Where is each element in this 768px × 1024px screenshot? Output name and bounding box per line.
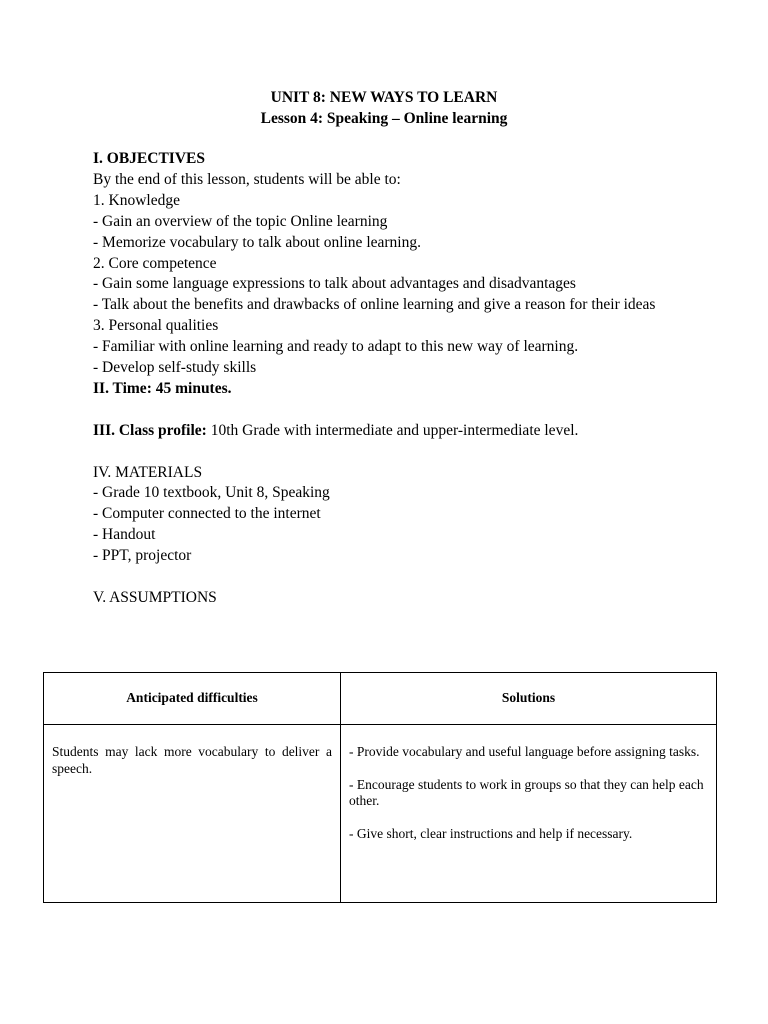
difficulty-cell: Students may lack more vocabulary to deliver a speech.	[44, 725, 341, 903]
spacer	[93, 442, 683, 463]
table-header-row	[44, 673, 717, 725]
solution-item: - Give short, clear instructions and help if necessary.	[349, 825, 633, 841]
personal-qualities-heading: 3. Personal qualities	[93, 317, 219, 335]
solutions-cell	[341, 725, 717, 903]
materials-item: - PPT, projector	[93, 547, 192, 565]
time-heading: II. Time: 45 minutes.	[93, 379, 232, 397]
personal-qualities-item: - Familiar with online learning and ready to adapt to this new way of learning.	[93, 338, 579, 356]
knowledge-item: - Gain an overview of the topic Online learning	[93, 212, 388, 230]
materials-heading: IV. MATERIALS	[93, 463, 203, 481]
core-competence-item: - Talk about the benefits and drawbacks of online learning and give a reason for their ideas	[93, 296, 656, 314]
materials-item: - Computer connected to the internet	[93, 505, 321, 523]
column-header-solutions: Solutions	[341, 673, 717, 725]
core-competence-item: - Gain some language expressions to talk about advantages and disadvantages	[93, 275, 576, 293]
column-header-difficulties: Anticipated difficulties	[44, 673, 341, 725]
knowledge-heading: 1. Knowledge	[93, 191, 180, 209]
personal-qualities-item: - Develop self-study skills	[93, 359, 257, 377]
solution-item: - Encourage students to work in groups so that they can help each other.	[349, 776, 704, 808]
knowledge-item: - Memorize vocabulary to talk about online learning.	[93, 233, 421, 251]
unit-title: UNIT 8: NEW WAYS TO LEARN	[270, 89, 498, 106]
assumptions-heading: V. ASSUMPTIONS	[93, 588, 217, 606]
spacer	[93, 567, 683, 588]
class-profile	[93, 421, 683, 442]
assumptions-table	[43, 672, 717, 903]
table-row	[44, 725, 717, 903]
materials-item: - Handout	[93, 526, 156, 544]
class-profile-label: III. Class profile:	[93, 421, 207, 439]
core-competence-heading: 2. Core competence	[93, 254, 217, 272]
objectives-intro: By the end of this lesson, students will be able to:	[93, 170, 401, 188]
solution-item: - Provide vocabulary and useful language before assigning tasks.	[349, 744, 700, 759]
class-profile-value: 10th Grade with intermediate and upper-intermediate level.	[206, 421, 579, 439]
spacer	[93, 400, 683, 421]
objectives-heading: I. OBJECTIVES	[93, 150, 205, 167]
lesson-plan-body	[93, 149, 683, 609]
materials-item: - Grade 10 textbook, Unit 8, Speaking	[93, 484, 330, 502]
lesson-title: Lesson 4: Speaking – Online learning	[260, 110, 508, 127]
